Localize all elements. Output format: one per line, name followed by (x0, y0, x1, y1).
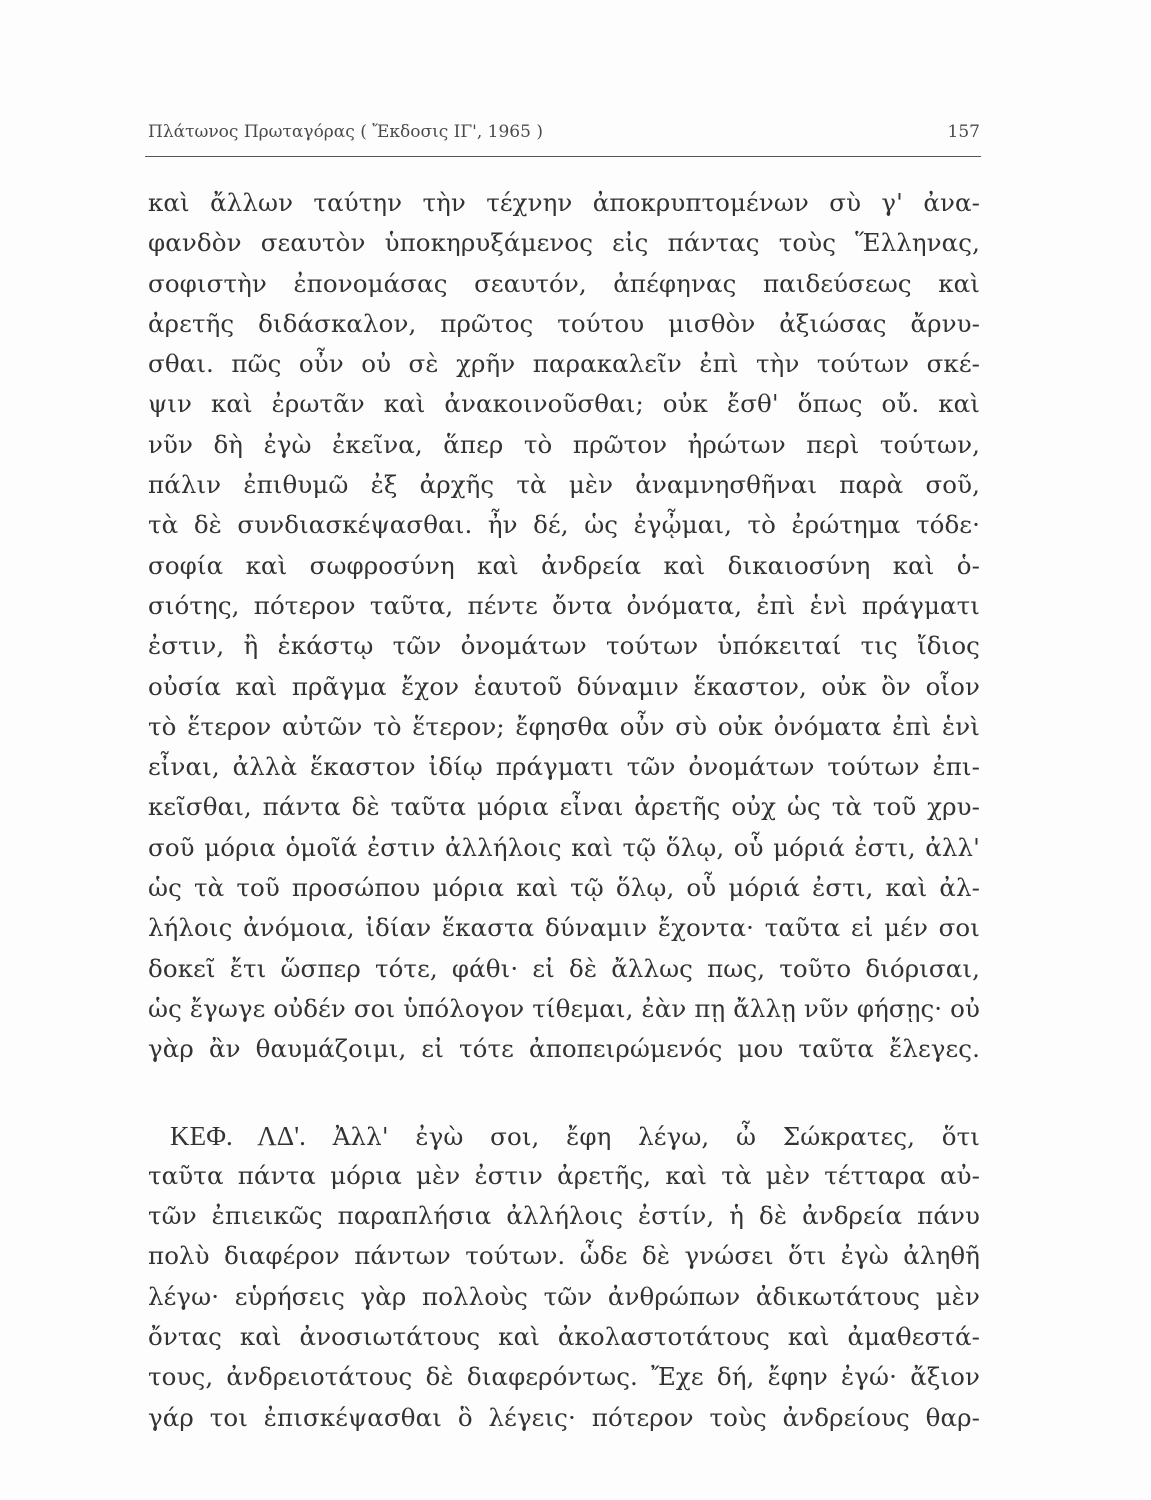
text-line: ὄντας καὶ ἀνοσιωτάτους καὶ ἀκολαστοτάτους καὶ ἀμαθεστά- (148, 1322, 980, 1352)
text-line: σοφία καὶ σωφροσύνη καὶ ἀνδρεία καὶ δικαιοσύνη καὶ ὁ- (148, 550, 980, 580)
text-line: ψιν καὶ ἐρωτᾶν καὶ ἀνακοινοῦσθαι; οὐκ ἔσθ' ὅπως οὔ. καὶ (148, 389, 980, 419)
text-line: ὡς ἔγωγε οὐδέν σοι ὑπόλογον τίθεμαι, ἐὰν πῃ ἄλλῃ νῦν φήσῃς· οὐ (148, 993, 980, 1023)
text-line: λέγω· εὑρήσεις γὰρ πολλοὺς τῶν ἀνθρώπων ἀδικωτάτους μὲν (148, 1281, 980, 1311)
text-line: τους, ἀνδρειοτάτους δὲ διαφερόντως. Ἔχε δή, ἔφην ἐγώ· ἄξιον (148, 1362, 980, 1392)
body-text (148, 183, 980, 1438)
header-rule (145, 156, 981, 157)
text-line: πολὺ διαφέρον πάντων τούτων. ὧδε δὲ γνώσει ὅτι ἐγὼ ἀληθῆ (148, 1241, 980, 1271)
page-number: 157 (947, 122, 980, 142)
text-line: ἀρετῆς διδάσκαλον, πρῶτος τούτου μισθὸν ἀξιώσας ἄρνυ- (148, 308, 980, 338)
text-line: σοφιστὴν ἐπονομάσας σεαυτόν, ἀπέφηνας παιδεύσεως καὶ (148, 268, 980, 298)
chapter-first-line (148, 1116, 980, 1156)
text-line: ὡς τὰ τοῦ προσώπου μόρια καὶ τῷ ὅλῳ, οὗ μόριά ἐστι, καὶ ἀλ- (148, 873, 980, 903)
paragraph-1 (148, 183, 980, 1070)
text-line: τῶν ἐπιεικῶς παραπλήσια ἀλλήλοις ἐστίν, ἡ δὲ ἀνδρεία πάνυ (148, 1201, 980, 1231)
paragraph-gap (148, 1070, 980, 1116)
page-header (148, 122, 980, 150)
running-title: Πλάτωνος Πρωταγόρας ( Ἔκδοσις ΙΓ', 1965 ) (148, 122, 543, 142)
text-line: εἶναι, ἀλλὰ ἕκαστον ἰδίῳ πράγματι τῶν ὀνομάτων τούτων ἐπι- (148, 752, 980, 782)
text-line: γάρ τοι ἐπισκέψασθαι ὃ λέγεις· πότερον τοὺς ἀνδρείους θαρ- (148, 1402, 980, 1432)
text-line: σοῦ μόρια ὁμοῖά ἐστιν ἀλλήλοις καὶ τῷ ὅλῳ, οὗ μόριά ἐστι, ἀλλ' (148, 832, 980, 862)
text-line: ἐστιν, ἢ ἑκάστῳ τῶν ὀνομάτων τούτων ὑπόκειταί τις ἴδιος (148, 631, 980, 661)
text-line: σιότης, πότερον ταῦτα, πέντε ὄντα ὀνόματα, ἐπὶ ἑνὶ πράγματι (148, 590, 980, 620)
text-line: οὐσία καὶ πρᾶγμα ἔχον ἑαυτοῦ δύναμιν ἕκαστον, οὐκ ὂν οἷον (148, 671, 980, 701)
text-line: τὸ ἕτερον αὐτῶν τὸ ἕτερον; ἔφησθα οὖν σὺ οὐκ ὀνόματα ἐπὶ ἑνὶ (148, 711, 980, 741)
paragraph-2 (148, 1116, 980, 1438)
text-line: νῦν δὴ ἐγὼ ἐκεῖνα, ἅπερ τὸ πρῶτον ἠρώτων περὶ τούτων, (148, 429, 980, 459)
text-line: κεῖσθαι, πάντα δὲ ταῦτα μόρια εἶναι ἀρετῆς οὐχ ὡς τὰ τοῦ χρυ- (148, 792, 980, 822)
text-line: καὶ ἄλλων ταύτην τὴν τέχνην ἀποκρυπτομένων σὺ γ' ἀνα- (148, 188, 980, 217)
chapter-first-line-text: Ἀλλ' ἐγὼ σοι, ἔφη λέγω, ὦ Σώκρατες, ὅτι (332, 1121, 980, 1151)
text-line: πάλιν ἐπιθυμῶ ἐξ ἀρχῆς τὰ μὲν ἀναμνησθῆναι παρὰ σοῦ, (148, 470, 980, 500)
text-line: ταῦτα πάντα μόρια μὲν ἐστιν ἀρετῆς, καὶ τὰ μὲν τέτταρα αὐ- (148, 1160, 980, 1190)
text-line: γὰρ ἂν θαυμάζοιμι, εἰ τότε ἀποπειρώμενός μου ταῦτα ἔλεγες. (148, 1034, 980, 1064)
text-line: λήλοις ἀνόμοια, ἰδίαν ἕκαστα δύναμιν ἔχοντα· ταῦτα εἰ μέν σοι (148, 913, 980, 943)
text-line: φανδὸν σεαυτὸν ὑποκηρυξάμενος εἰς πάντας τοὺς Ἕλληνας, (148, 228, 980, 258)
chapter-marker: ΚΕΦ. ΛΔ'. (170, 1120, 307, 1151)
text-line: τὰ δὲ συνδιασκέψασθαι. ἦν δέ, ὡς ἐγᾦμαι, τὸ ἐρώτημα τόδε· (148, 510, 980, 540)
text-line: δοκεῖ ἔτι ὥσπερ τότε, φάθι· εἰ δὲ ἄλλως πως, τοῦτο διόρισαι, (148, 953, 980, 983)
text-line: σθαι. πῶς οὖν οὐ σὲ χρῆν παρακαλεῖν ἐπὶ τὴν τούτων σκέ- (148, 349, 980, 379)
